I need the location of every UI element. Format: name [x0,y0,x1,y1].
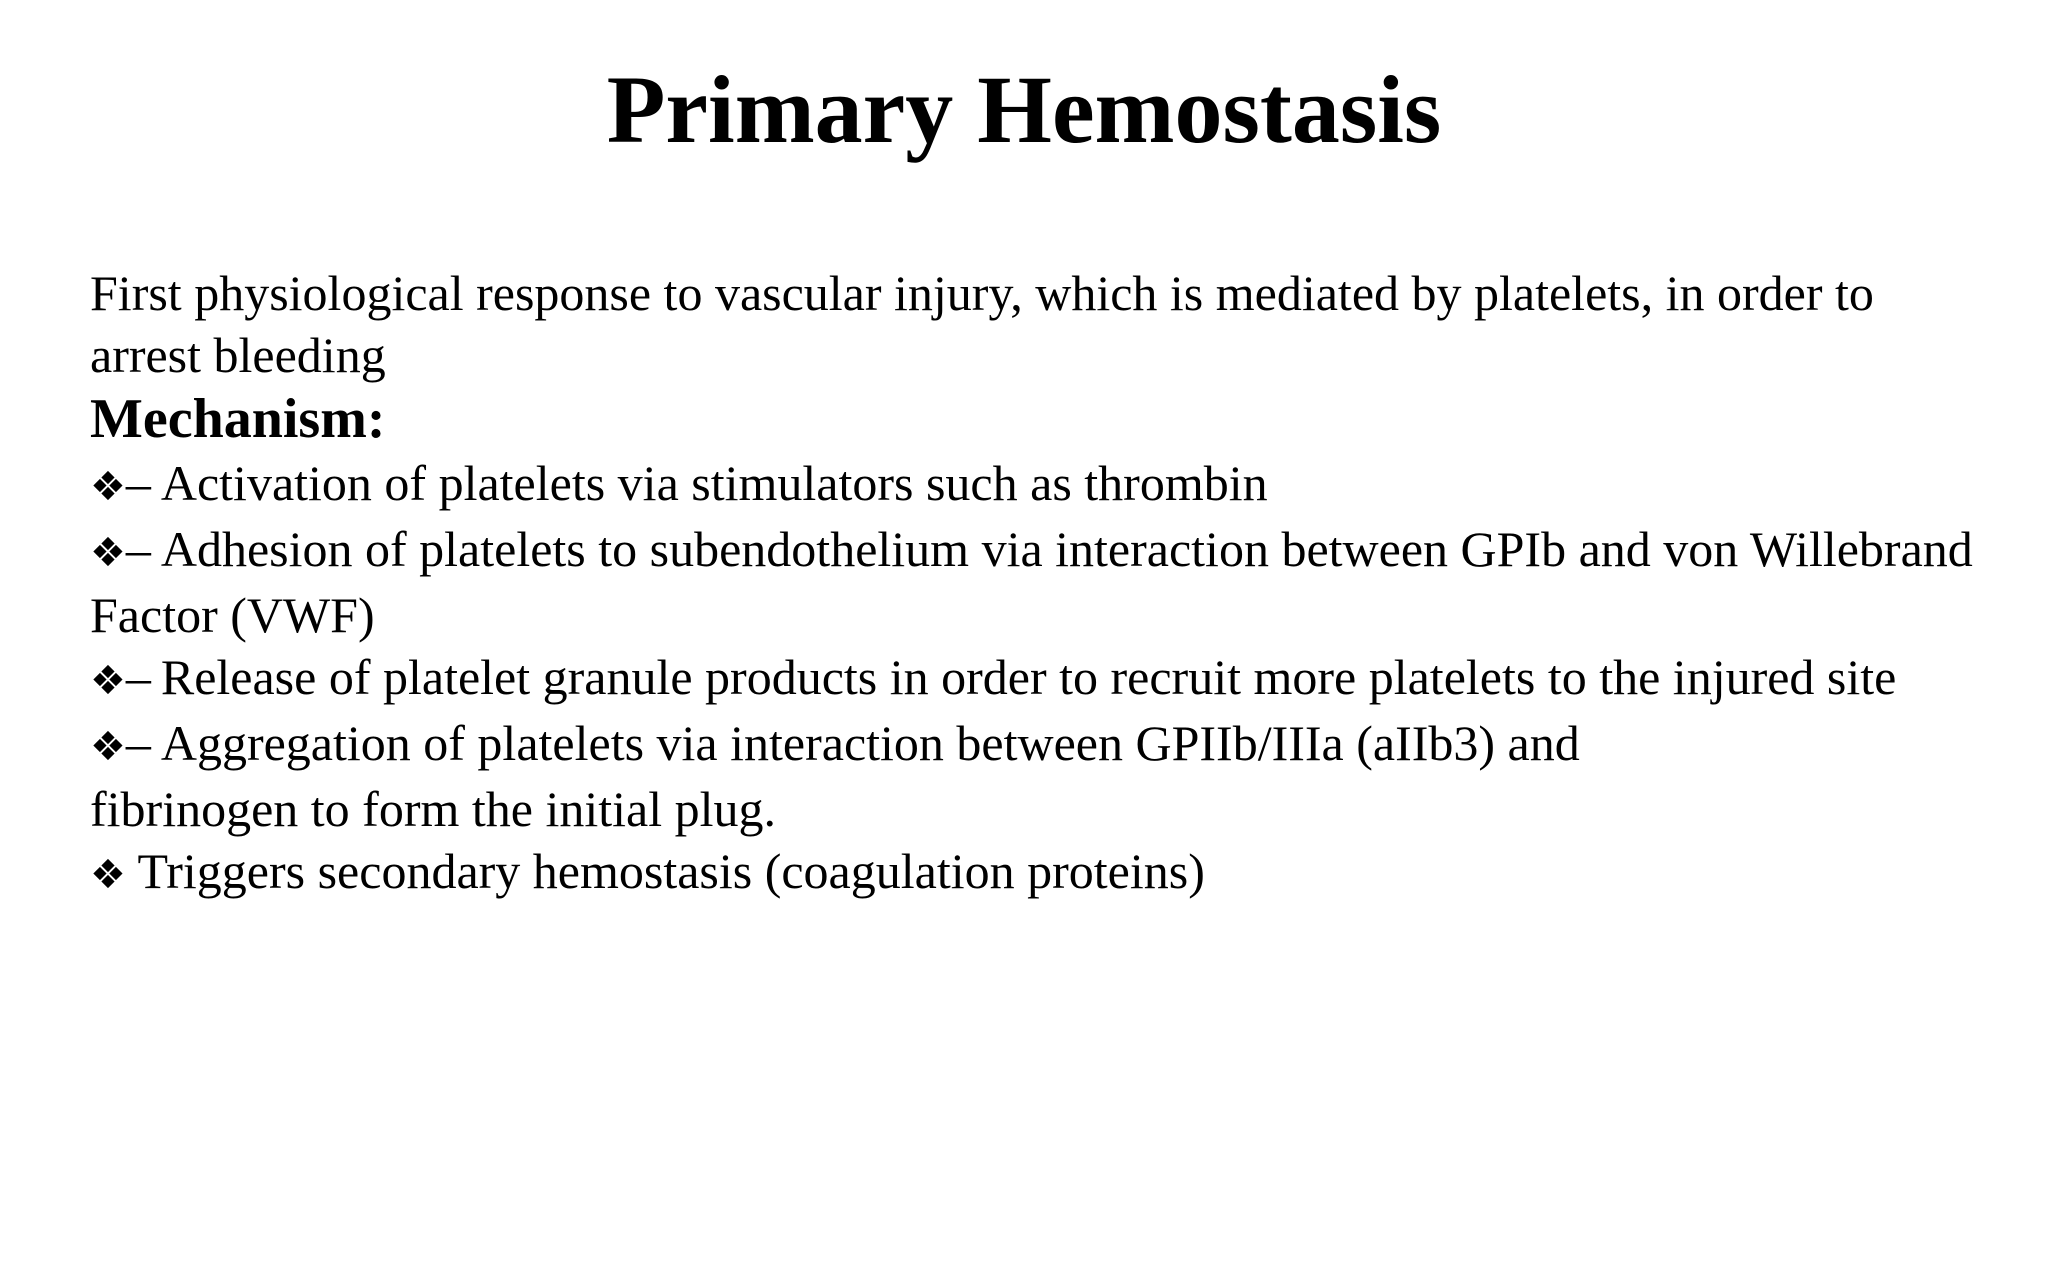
slide-title: Primary Hemostasis [606,56,1442,163]
bullet-text: Adhesion of platelets to subendothelium via interaction between GPIb and von Willebrand Factor (VWF) [90,521,1973,643]
list-item [90,518,1990,646]
list-item [90,712,1790,840]
bullet-dash: – [125,455,151,511]
bullet-text: Triggers secondary hemostasis (coagulation proteins) [137,843,1205,899]
diamond-bullet-icon: ❖ [90,530,126,576]
diamond-bullet-icon: ❖ [90,464,126,510]
mechanism-heading: Mechanism: [90,388,386,450]
diamond-bullet-icon: ❖ [90,658,126,704]
bullet-dash: – [125,649,151,705]
slide-content [90,262,1990,906]
bullet-dash: – [125,521,151,577]
diamond-bullet-icon: ❖ [90,724,126,770]
list-item [90,452,1990,518]
list-item [90,840,1990,906]
diamond-bullet-icon: ❖ [90,852,126,898]
bullet-text: Release of platelet granule products in order to recruit more platelets to the injured site [160,649,1897,705]
mechanism-list [90,452,1990,906]
bullet-dash: – [125,715,151,771]
bullet-text: Activation of platelets via stimulators such as thrombin [160,455,1268,511]
bullet-text: Aggregation of platelets via interaction between GPIIb/IIIa (aIIb3) and fibrinogen to form the initial plug. [90,715,1580,837]
intro-paragraph: First physiological response to vascular injury, which is mediated by platelets, in order to arrest bleeding [90,265,1874,383]
list-item [90,646,1990,712]
